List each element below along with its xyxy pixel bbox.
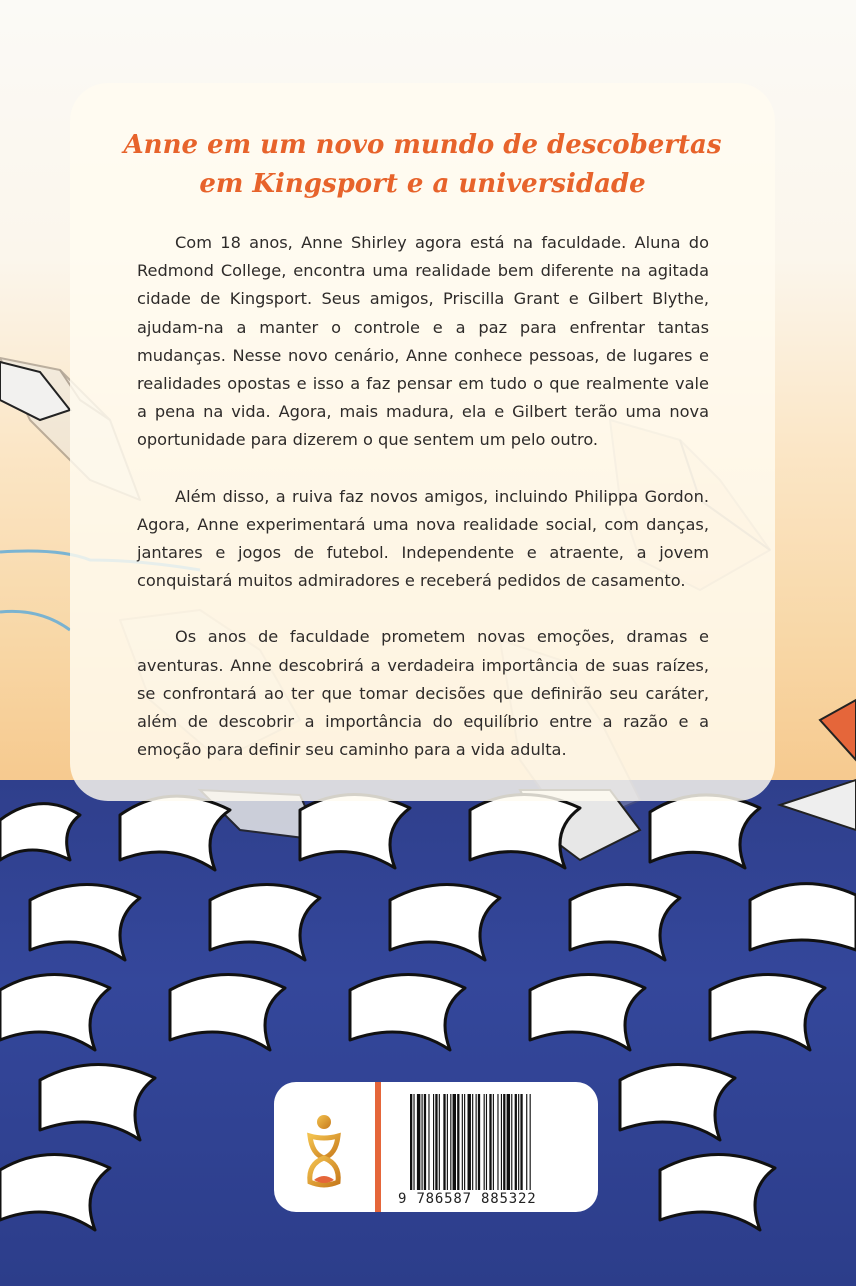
barcode-bar bbox=[413, 1094, 414, 1190]
barcode-bar bbox=[468, 1094, 471, 1190]
synopsis bbox=[137, 229, 709, 792]
barcode-bar bbox=[472, 1094, 473, 1190]
synopsis-paragraph-1: Com 18 anos, Anne Shirley agora está na faculdade. Aluna do Redmond College, encontra uma realidade bem diferente na agitada cidade de Kingsport. Seus amigos, Priscilla Grant e Gilbert Blythe, ajudam-na a manter o controle e a paz para enfrentar tantas mudanças. Nesse novo cenário, Anne conhece pessoas, de lugares e realidades opostas e isso a faz pensar em tudo o que realmente vale a pena na vida. Agora, mais madura, ela e Gilbert terão uma nova oportunidade para dizerem o que sentem um pelo outro. bbox=[137, 233, 709, 450]
barcode-bar bbox=[439, 1094, 440, 1190]
barcode-bar bbox=[484, 1094, 485, 1190]
isbn-barcode bbox=[410, 1094, 564, 1190]
barcode-bar bbox=[478, 1094, 480, 1190]
barcode-bar bbox=[530, 1094, 531, 1190]
barcode-bar bbox=[443, 1094, 445, 1190]
barcode-bar bbox=[526, 1094, 527, 1190]
barcode-bar bbox=[428, 1094, 429, 1190]
barcode-bar bbox=[489, 1094, 491, 1190]
barcode-bar bbox=[410, 1094, 412, 1190]
barcode-bar bbox=[511, 1094, 512, 1190]
title-line-1: Anne em um novo mundo de descobertas bbox=[123, 130, 722, 160]
barcode-bar bbox=[435, 1094, 437, 1190]
barcode-bar bbox=[424, 1094, 426, 1190]
barcode-bar bbox=[520, 1094, 522, 1190]
barcode-bar bbox=[501, 1094, 502, 1190]
barcode-bar bbox=[457, 1094, 459, 1190]
synopsis-paragraph-2: Além disso, a ruiva faz novos amigos, incluindo Philippa Gordon. Agora, Anne experimentará uma nova realidade social, com danças, jantares e jogos de futebol. Independente e atraente, a jovem conquistará muitos admiradores e receberá pedidos de casamento. bbox=[137, 486, 709, 591]
barcode-bar bbox=[493, 1094, 494, 1190]
barcode-bar bbox=[433, 1094, 434, 1190]
barcode-bar bbox=[503, 1094, 505, 1190]
barcode-bar bbox=[464, 1094, 465, 1190]
barcode-bar bbox=[507, 1094, 510, 1190]
barcode-bar bbox=[422, 1094, 423, 1190]
synopsis-paragraph-3: Os anos de faculdade prometem novas emoções, dramas e aventuras. Anne descobrirá a verdadeira importância de suas raízes, se confrontará ao ter que tomar decisões que definirão seu caráter, além de descobrir a importância do equilíbrio entre a razão e a emoção para definir seu caminho para a vida adulta. bbox=[137, 627, 709, 760]
barcode-bar bbox=[486, 1094, 487, 1190]
title-line-2: em Kingsport e a universidade bbox=[199, 169, 646, 199]
barcode-bar bbox=[476, 1094, 477, 1190]
hourglass-icon bbox=[300, 1110, 348, 1192]
back-cover-title bbox=[70, 126, 775, 204]
barcode-bar bbox=[447, 1094, 448, 1190]
barcode-bar bbox=[462, 1094, 463, 1190]
barcode-bar bbox=[417, 1094, 420, 1190]
barcode-bar bbox=[515, 1094, 517, 1190]
barcode-bar bbox=[518, 1094, 519, 1190]
barcode-divider bbox=[375, 1082, 381, 1212]
barcode-bar bbox=[453, 1094, 456, 1190]
barcode-bar bbox=[497, 1094, 498, 1190]
isbn-number: 9 786587 885322 bbox=[398, 1191, 537, 1207]
barcode-bar bbox=[450, 1094, 451, 1190]
